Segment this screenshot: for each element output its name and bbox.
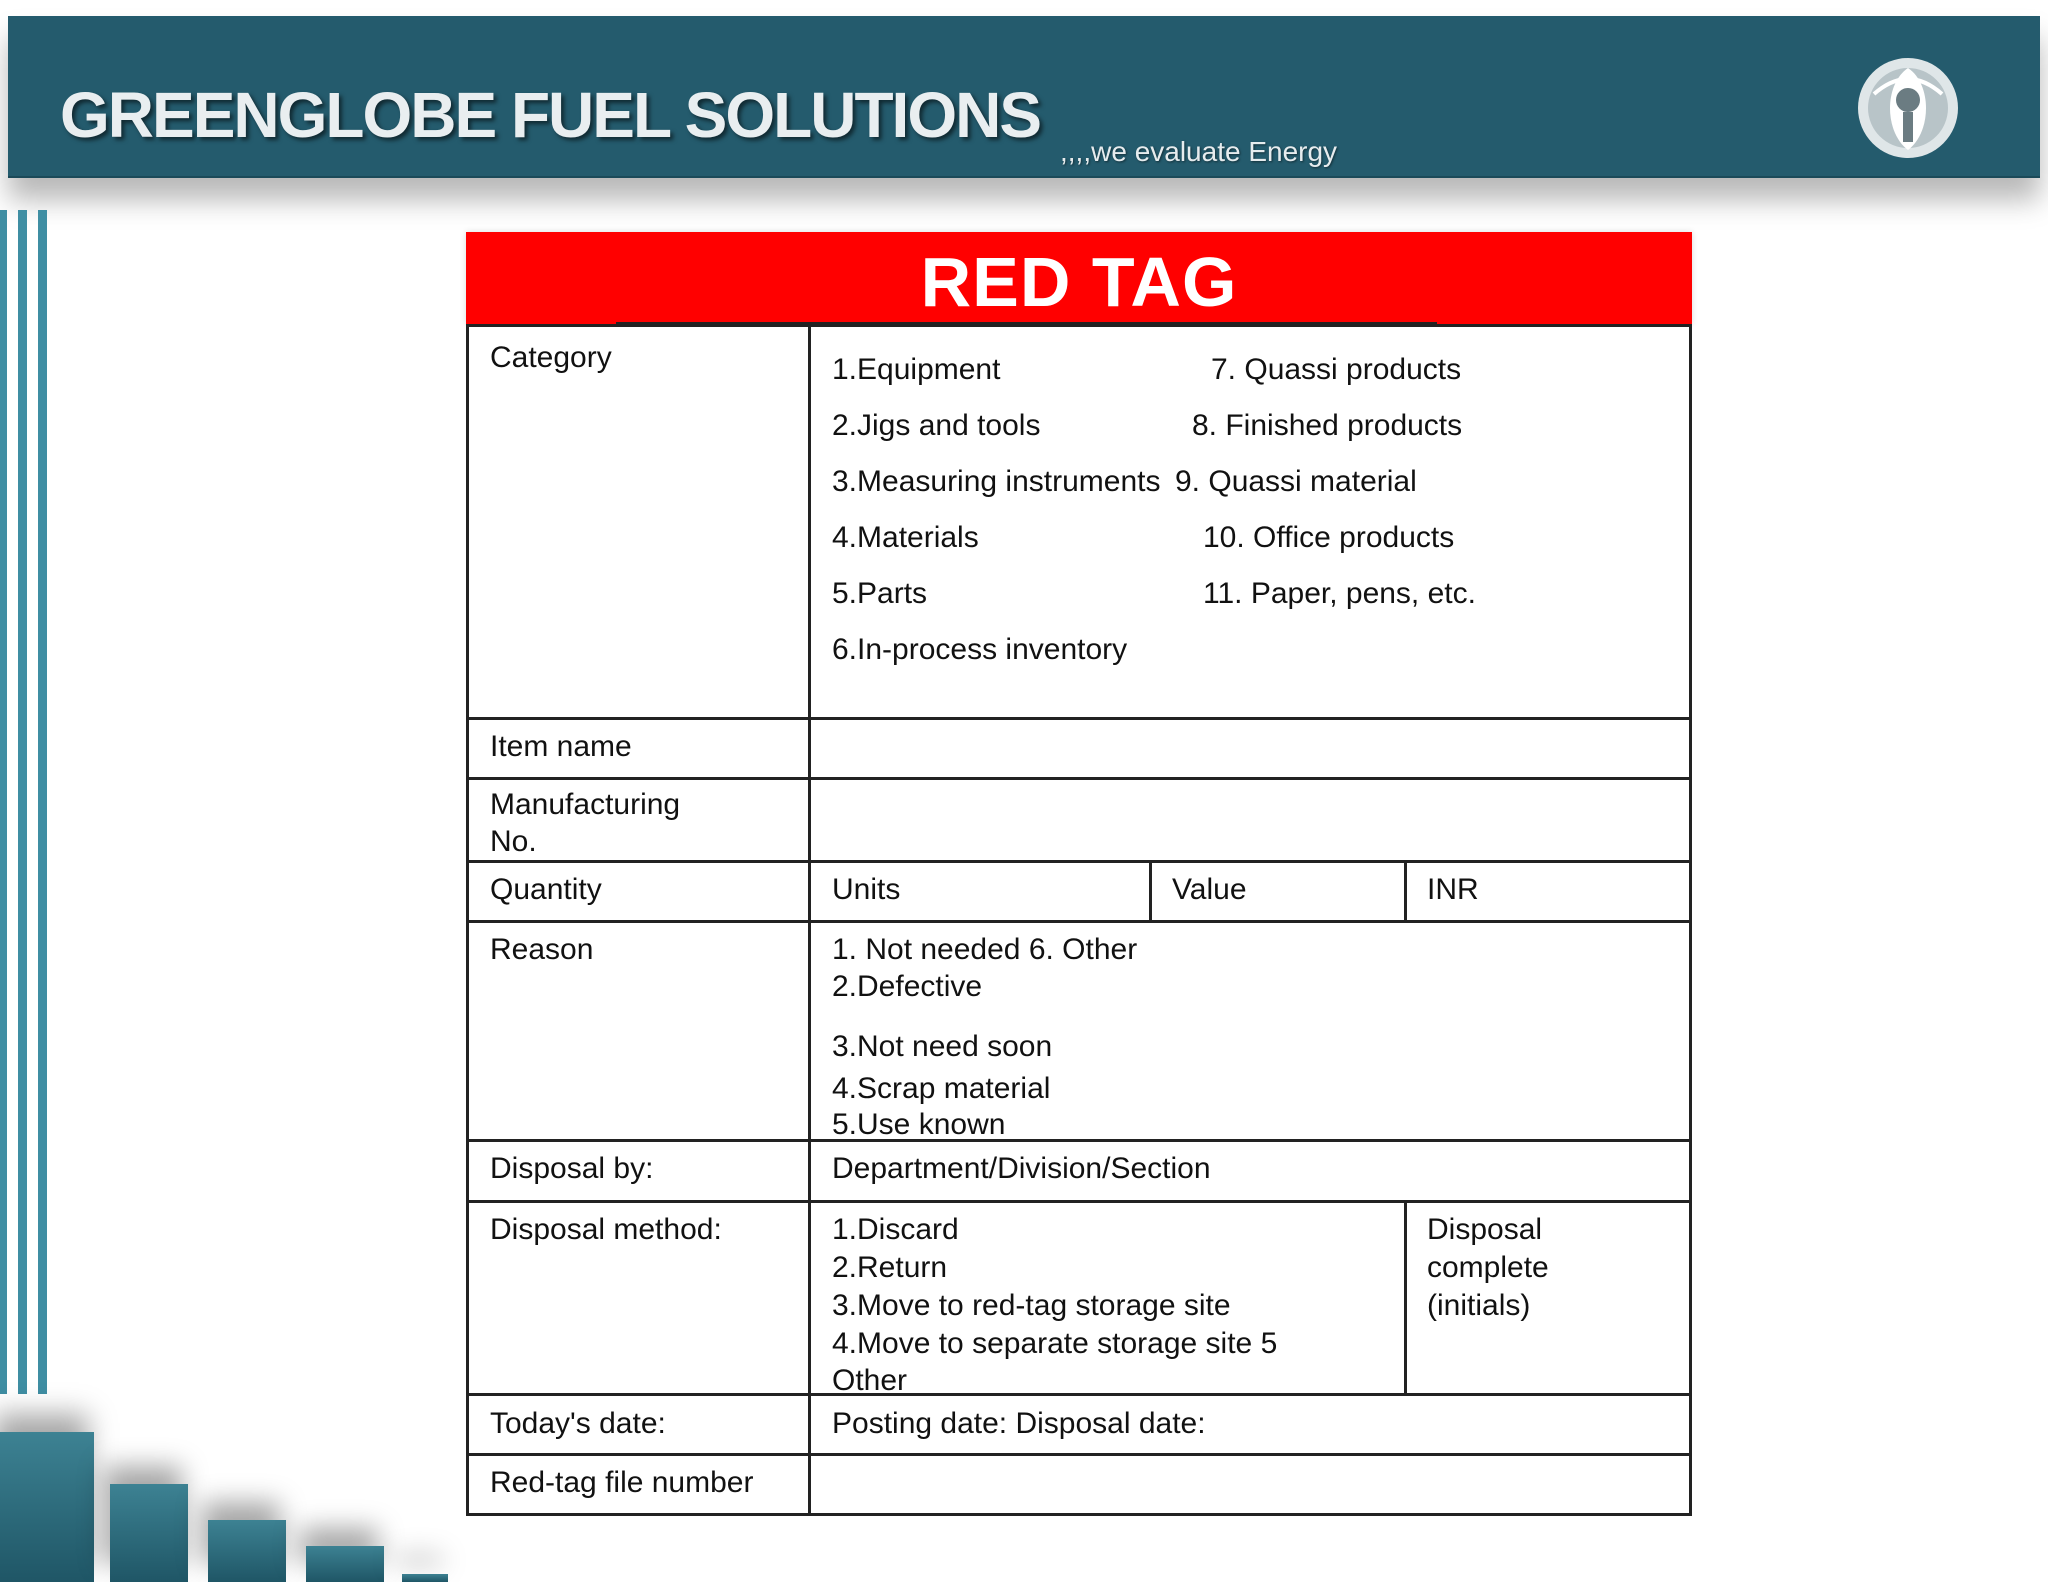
reason-item: 1. Not needed 6. Other (832, 933, 1138, 966)
red-tag-form (466, 324, 1692, 1516)
item-name-label: Item name (490, 730, 632, 763)
decor-step (208, 1520, 286, 1582)
row-divider (469, 920, 1689, 923)
decor-stripe (0, 210, 7, 1394)
quantity-divider (1149, 860, 1152, 920)
decor-stripe (18, 210, 27, 1394)
disposal-method-item: 1.Discard (832, 1213, 959, 1246)
category-item: 3.Measuring instruments (832, 465, 1161, 498)
red-tag-title: RED TAG (920, 243, 1238, 321)
posting-disposal-date: Posting date: Disposal date: (832, 1407, 1206, 1440)
disposal-method-label: Disposal method: (490, 1213, 722, 1246)
category-label: Category (490, 341, 612, 374)
disposal-complete-label: complete (1427, 1251, 1549, 1284)
units-label: Units (832, 873, 901, 906)
category-item: 11. Paper, pens, etc. (1203, 577, 1476, 610)
row-divider (469, 1393, 1689, 1396)
disposal-complete-label: Disposal (1427, 1213, 1543, 1246)
decor-stripe (38, 210, 47, 1394)
reason-label: Reason (490, 933, 594, 966)
category-item: 1.Equipment (832, 353, 1001, 386)
reason-item: 3.Not need soon (832, 1030, 1053, 1063)
decor-step (0, 1432, 94, 1582)
red-tag-title-bar (466, 232, 1692, 324)
category-item: 8. Finished products (1192, 409, 1463, 442)
reason-item: 4.Scrap material (832, 1072, 1051, 1105)
disposal-method-item: 3.Move to red-tag storage site (832, 1289, 1231, 1322)
quantity-label: Quantity (490, 873, 602, 906)
currency-label: INR (1427, 873, 1479, 906)
manufacturing-no-label: No. (490, 825, 537, 858)
category-item: 2.Jigs and tools (832, 409, 1041, 442)
reason-item: 5.Use known (832, 1108, 1006, 1141)
company-emblem-icon (1854, 54, 1962, 162)
decor-step (110, 1484, 188, 1582)
disposal-method-item: 4.Move to separate storage site 5 (832, 1327, 1278, 1360)
quantity-divider (1404, 860, 1407, 920)
row-divider (469, 860, 1689, 863)
company-name: GREENGLOBE FUEL SOLUTIONS (60, 79, 1040, 151)
category-item: 7. Quassi products (1211, 353, 1462, 386)
disposal-divider (1404, 1200, 1407, 1393)
todays-date-label: Today's date: (490, 1407, 666, 1440)
row-divider (469, 717, 1689, 720)
reason-item: 2.Defective (832, 970, 983, 1003)
decor-step (402, 1574, 448, 1582)
row-divider (469, 1453, 1689, 1456)
disposal-complete-label: (initials) (1427, 1289, 1531, 1322)
company-tagline: ,,,,we evaluate Energy (1060, 136, 1338, 167)
disposal-method-item: Other (832, 1364, 908, 1397)
category-item: 9. Quassi material (1175, 465, 1417, 498)
decor-step (306, 1546, 384, 1582)
value-label: Value (1172, 873, 1247, 906)
category-item: 6.In-process inventory (832, 633, 1128, 666)
disposal-by-label: Disposal by: (490, 1152, 654, 1185)
category-item: 10. Office products (1203, 521, 1455, 554)
disposal-by-value: Department/Division/Section (832, 1152, 1211, 1185)
header-banner (8, 16, 2040, 178)
category-item: 4.Materials (832, 521, 979, 554)
manufacturing-no-label: Manufacturing (490, 788, 681, 821)
row-divider (469, 777, 1689, 780)
category-item: 5.Parts (832, 577, 928, 610)
file-number-label: Red-tag file number (490, 1466, 754, 1499)
row-divider (469, 1139, 1689, 1142)
row-divider (469, 1200, 1689, 1203)
disposal-method-item: 2.Return (832, 1251, 948, 1284)
